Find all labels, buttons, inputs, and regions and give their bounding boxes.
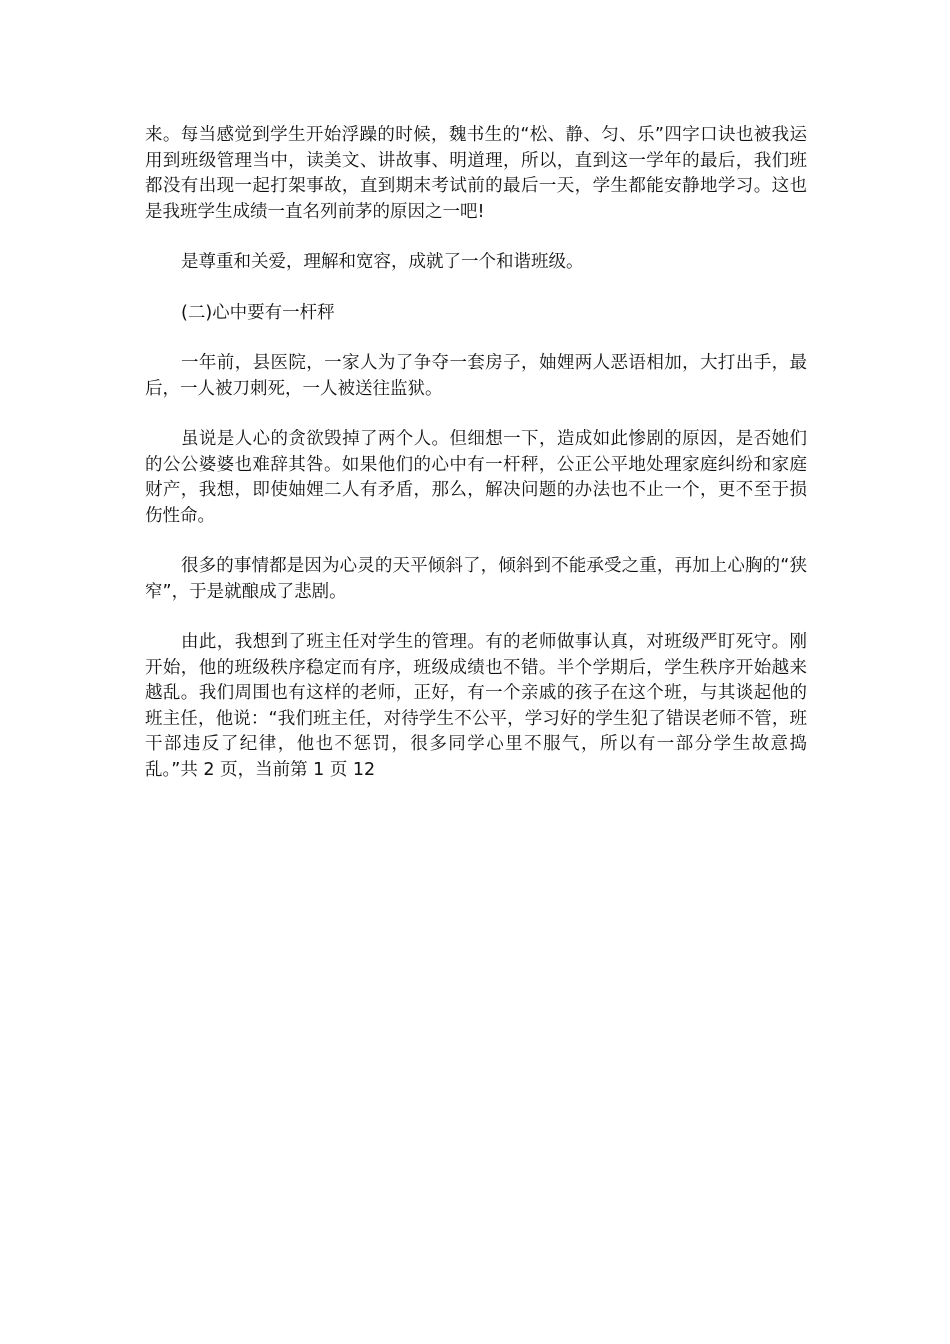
paragraph: 一年前，县医院，一家人为了争夺一套房子，妯娌两人恶语相加，大打出手，最后，一人被刀刺死，一人被送往监狱。 — [145, 353, 807, 399]
document-body — [145, 123, 807, 808]
paragraph: 是尊重和关爱，理解和宽容，成就了一个和谐班级。 — [181, 252, 584, 272]
paragraph: 由此，我想到了班主任对学生的管理。有的老师做事认真，对班级严盯死守。刚开始，他的班级秩序稳定而有序，班级成绩也不错。半个学期后，学生秩序开始越来越乱。我们周围也有这样的老师，正好，有一个亲戚的孩子在这个班，与其谈起他的班主任，他说：“我们班主任，对待学生不公平，学习好的学生犯了错误老师不管，班干部违反了纪律，他也不惩罚，很多同学心里不服气，所以有一部分学生故意捣乱。”共 2 页，当前第 1 页 12 — [145, 632, 807, 780]
paragraph: 虽说是人心的贪欲毁掉了两个人。但细想一下，造成如此惨剧的原因，是否她们的公公婆婆也难辞其咎。如果他们的心中有一杆秤，公正公平地处理家庭纠纷和家庭财产，我想，即使妯娌二人有矛盾，那么，解决问题的办法也不止一个，更不至于损伤性命。 — [145, 429, 807, 526]
paragraph: 很多的事情都是因为心灵的天平倾斜了，倾斜到不能承受之重，再加上心胸的“狭窄”，于是就酿成了悲剧。 — [145, 556, 807, 602]
paragraph: 来。每当感觉到学生开始浮躁的时候，魏书生的“松、静、匀、乐”四字口诀也被我运用到班级管理当中，读美文、讲故事、明道理，所以，直到这一学年的最后，我们班都没有出现一起打架事故，直到期末考试前的最后一天，学生都能安静地学习。这也是我班学生成绩一直名列前茅的原因之一吧! — [145, 125, 807, 222]
section-heading: (二)心中要有一杆秤 — [181, 302, 335, 323]
